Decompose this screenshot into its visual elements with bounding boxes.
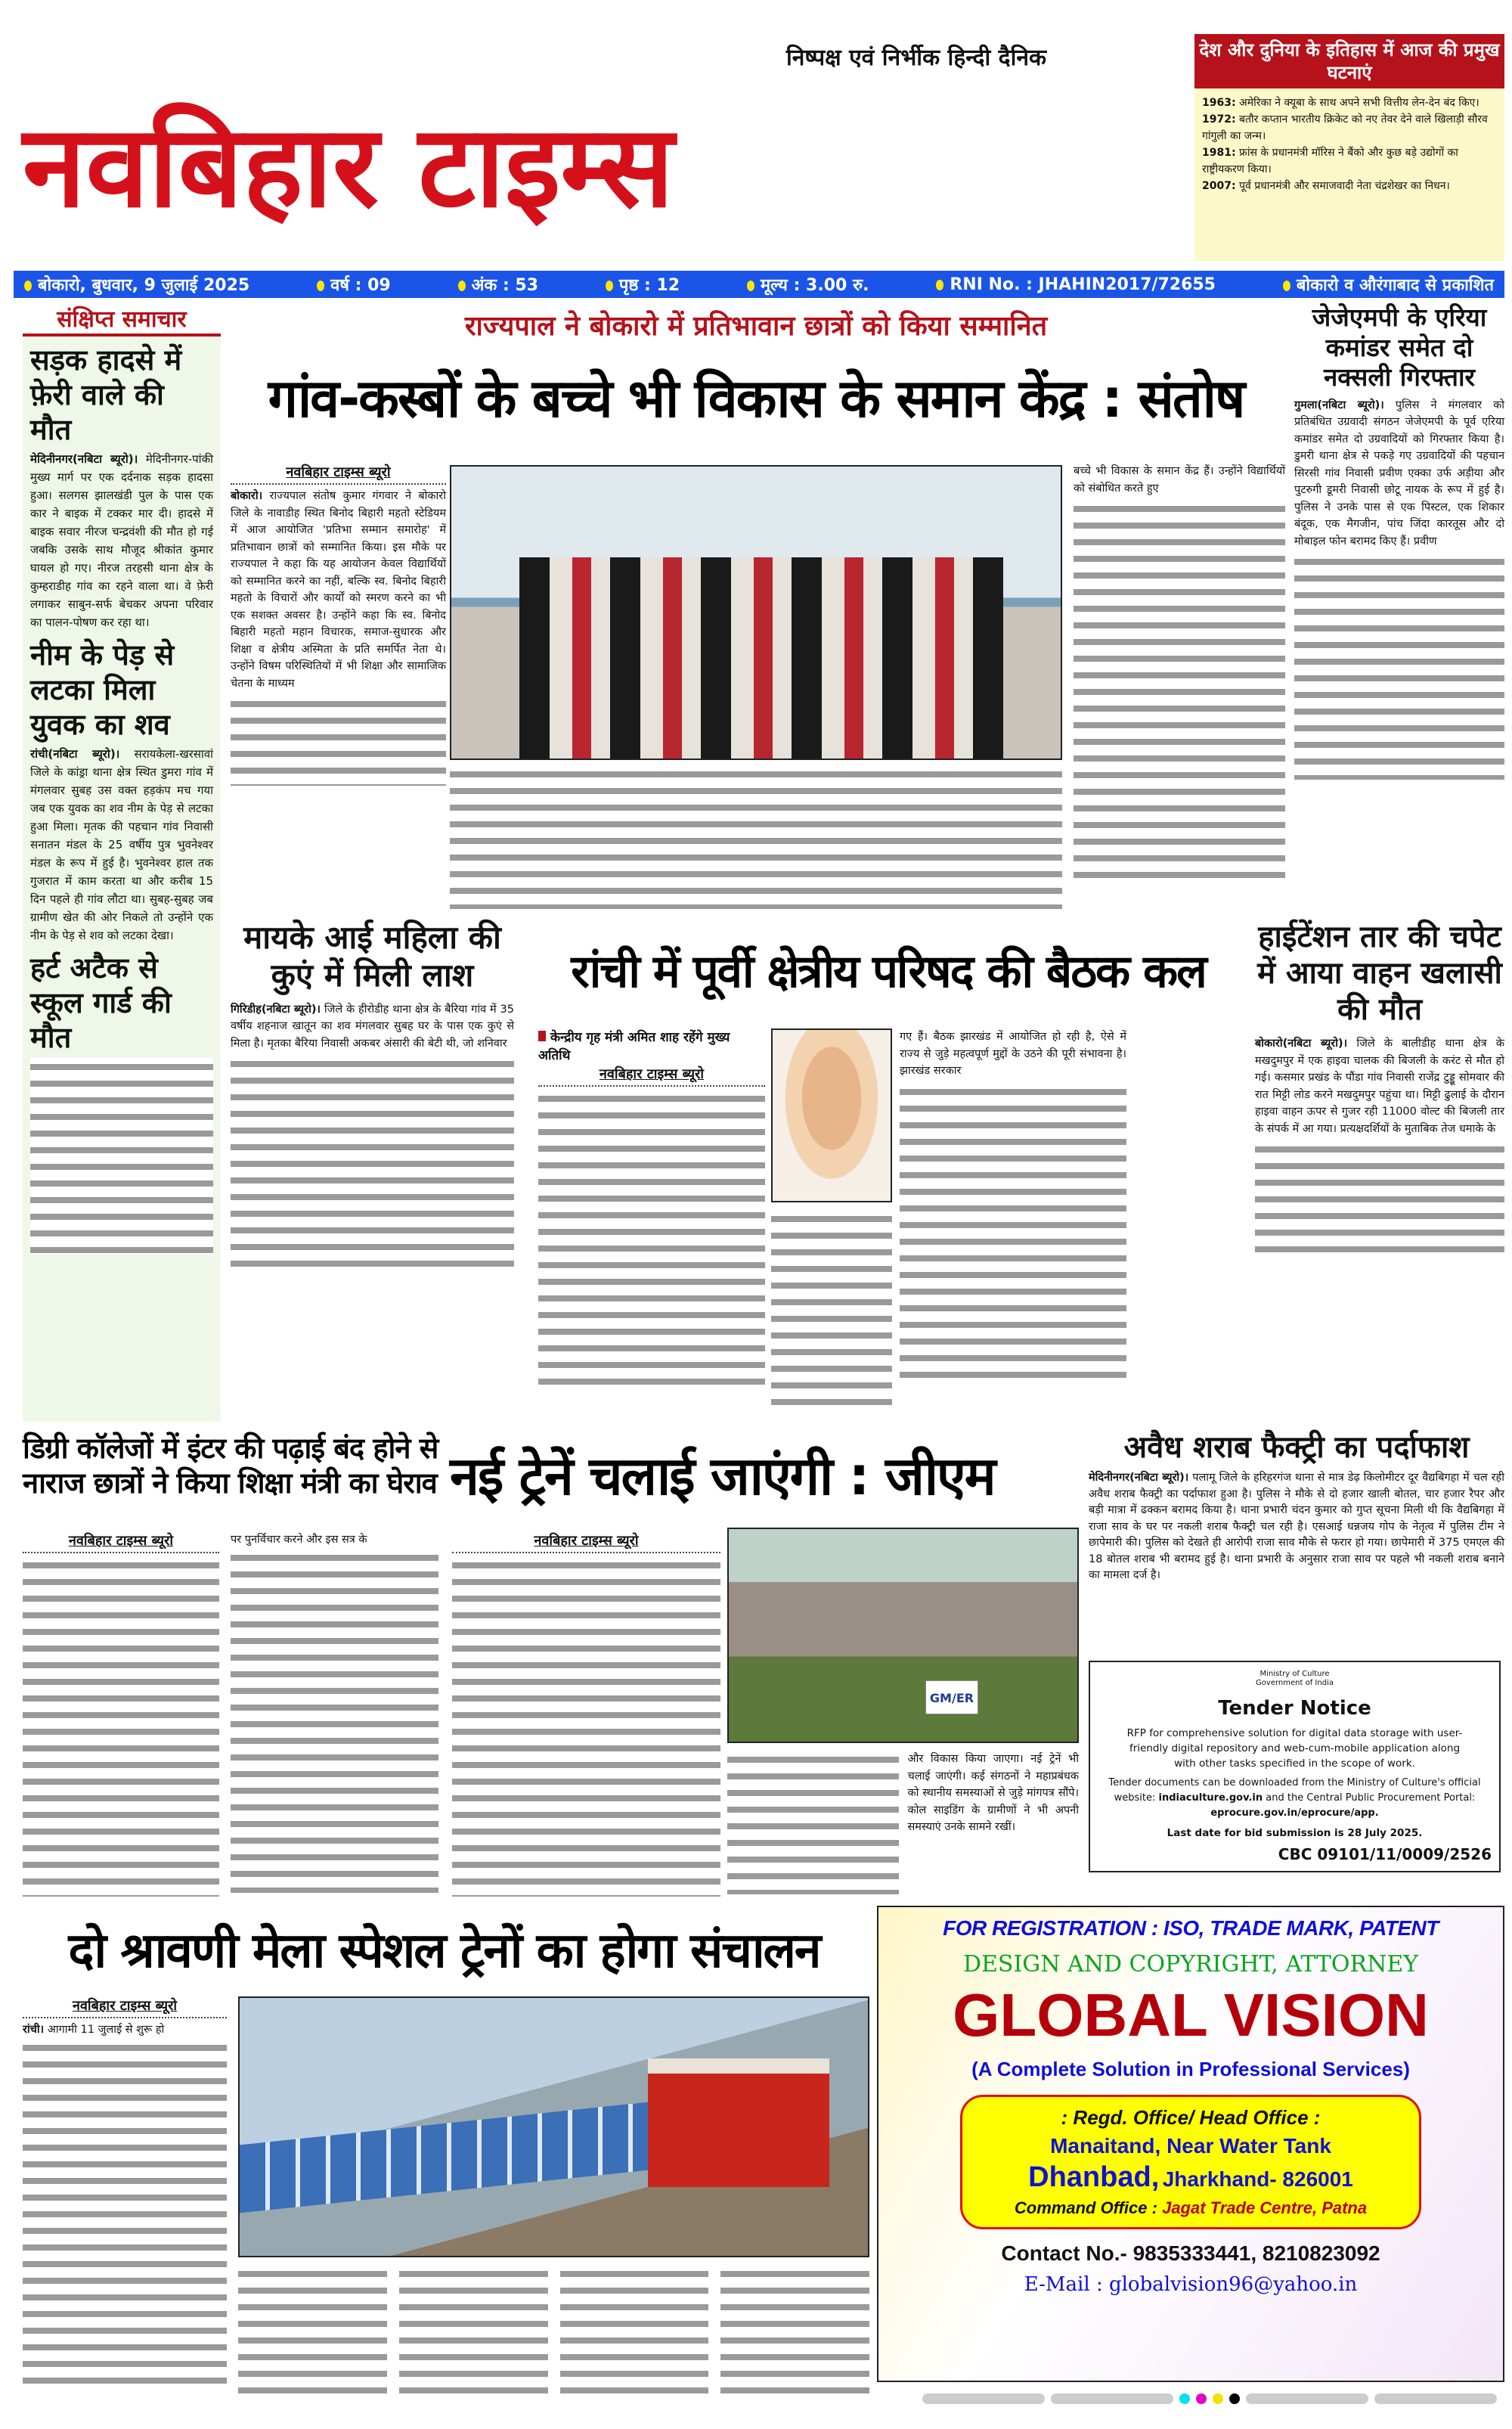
ministry-emblem: Ministry of Culture Government of India [1256, 1670, 1334, 1687]
tender-code: CBC 09101/11/0009/2526 [1278, 1845, 1492, 1863]
council-body: गए हैं। बैठक झारखंड में आयोजित हो रही है, ऐसे में राज्य से जुड़े महत्वपूर्ण मुद्दों के उठने की पूरी संभावना है। झारखंड सरकार [900, 1031, 1126, 1077]
train-photo [238, 1996, 869, 2257]
tender-title: Tender Notice [1218, 1697, 1371, 1720]
hightension-headline: हाईटेंशन तार की चपेट में आया वाहन खलासी की मौत [1257, 920, 1502, 1027]
lead-headline: गांव-कस्बों के बच्चे भी विकास के समान केंद्र : संतोष [268, 368, 1244, 430]
college-body: पर पुनर्विचार करने और इस सत्र के [231, 1534, 367, 1546]
body-text-column [771, 1210, 892, 1414]
train-engine [648, 2058, 829, 2187]
liquor-body: मेदिनीनगर(नबिटा ब्यूरो)। पलामू जिले के हरिहरगंज थाना से मात्र डेढ़ किलोमीटर दूर वैद्यबिगहा में चल रही अवैध शराब फैक्ट्री का पर्दाफाश हुआ है। पुलिस ने मौके से दो हजार खाली बोतल, चार हजार रैपर और बड़ी मात्रा में ढक्कन बरामद किया है। थाना प्रभारी चंदन कुमार को गुप्त सूचना मिली थी कि वैद्यबिगहा में राजा साव के घर पर नकली शराब फैक्ट्री चल रही है। एसआई धन्नजय गोप के नेतृत्व में पुलिस टीम ने छापेमारी की। पुलिस को देखते ही आरोपी राजा साव मौके से फरार हो गया। छापेमारी में 375 एमएल की 18 बोतल शराब भी बरामद हुई है। थाना प्रभारी के अनुसार राजा साव पर पहले भी नकली शराब बनाने का मामला दर्ज है। [1089, 1472, 1504, 1581]
shravani-col1 [23, 1996, 227, 2394]
byline: नवबिहार टाइम्स ब्यूरो [23, 1531, 219, 1553]
photo-people [519, 557, 1003, 760]
site-link[interactable]: indiaculture.gov.in [1158, 1792, 1263, 1804]
body-text-column [399, 2265, 548, 2401]
history-item: 1972: बतौर कप्तान भारतीय क्रिकेट को नए तेवर देने वाले खिलाड़ी सौरव गांगुली का जन्म। [1202, 113, 1488, 142]
info-bar [14, 271, 1504, 298]
lead-story-col1 [231, 463, 446, 786]
ad-address: Manaitand, Near Water Tank [1050, 2134, 1331, 2158]
body-text-column [560, 2265, 709, 2401]
price: मूल्य : 3.00 रु. [760, 276, 869, 295]
body-text-column [23, 1556, 219, 1897]
gm-sign: GM/ER [925, 1680, 978, 1714]
council-headline: रांची में पूर्वी क्षेत्रीय परिषद की बैठक कल [571, 945, 1206, 998]
global-vision-ad [877, 1906, 1504, 2382]
brief-body: मेदिनीनगर(नबिटा ब्यूरो)। मेदिनीनगर-पांकी मुख्य मार्ग पर एक दर्दनाक सड़क हादसा हुआ। सलगस झालखंडी पुल के पास एक कार ने बाइक में टक्कर मार दी। हादसे में बाइक सवार नीरज चन्द्रवंशी की मौत हो गई जबकि उसके साथ मौजूद श्रीकांत कुमार घायल हो गए। नीरज तरहसी थाना क्षेत्र के कुम्हराडीह गांव का रहने वाला था। वे फ़ेरी लगाकर साबुन-सर्फ बेचकर अपना परिवार का पालन-पोषण कर रहा था। [30, 452, 213, 629]
council-story-col3 [900, 1028, 1126, 1385]
byline: नवबिहार टाइम्स ब्यूरो [23, 1996, 227, 2018]
ad-line2: DESIGN AND COPYRIGHT, ATTORNEY [962, 1951, 1419, 1978]
history-item: 1981: फ्रांस के प्रधानमंत्री मॉरिस ने बैंको और कुछ बड़े उद्योगों का राष्ट्रीयकरण किया। [1202, 147, 1458, 175]
liquor-story [1089, 1429, 1504, 1584]
ad-tagline: (A Complete Solution in Professional Services) [971, 2058, 1410, 2080]
brief-news-column [23, 302, 221, 1422]
tagline: निष्पक्ष एवं निर्भीक हिन्दी दैनिक [786, 45, 1047, 71]
newspaper-logo: नवबिहार टाइम्स [23, 100, 674, 233]
tender-deadline: Last date for bid submission is 28 July 2025. [1167, 1827, 1423, 1839]
hightension-story [1255, 919, 1504, 1261]
naxal-story [1294, 302, 1504, 780]
ad-contact: Contact No.- 9835333441, 8210823092 [1001, 2241, 1380, 2265]
ad-brand: GLOBAL VISION [953, 1981, 1429, 2049]
history-list [1194, 88, 1504, 200]
liquor-headline: अवैध शराब फैक्ट्री का पर्दाफाश [1123, 1430, 1470, 1465]
trains-col1 [452, 1531, 720, 1897]
print-registration-marks [922, 2393, 1497, 2404]
naxal-body: गुमला(नबिटा ब्यूरो)। पुलिस ने मंगलवार को प्रतिबंधित उग्रवादी संगठन जेजेएमपी के पूर्व एरिया कमांडर समेत दो उग्रवादियों को गिरफ्तार किया है। डुमरी थाना क्षेत्र से पकड़े गए उग्रवादियों की पहचान सिरसी गांव निवासी प्रवीण एक्का उर्फ अड़ीया और पुटरुगी डूमरी निवासी छोटू नायक के रूप में हुई है। पुलिस ने उनके पास से एक पिस्टल, एक शिकार बंदूक, एक मैगजीन, पांच जिंदा कारतूस और दो मोबाइल फोन बरामद किए हैं। प्रवीण [1294, 399, 1504, 548]
rni: RNI No. : JHAHIN2017/72655 [950, 275, 1216, 294]
amit-shah-photo [771, 1028, 892, 1202]
brief-headline: हर्ट अटैक से स्कूल गार्ड की मौत [30, 951, 172, 1054]
body-text-column [23, 2039, 227, 2394]
brief-body: रांची(नबिटा ब्यूरो)। सरायकेला-खरसावां जिले के कांड्रा थाना क्षेत्र स्थित डुमरा गांव में मंगलवार सुबह उस वक्त हड़कंप मच गया जब एक युवक का शव नीम के पेड़ से लटका हुआ मिला। मृतक की पहचान गांव निवासी सनातन मंडल के 25 वर्षीय पुत्र भुवनेश्वर मंडल के रूप में हुई है। भुवनेश्वर हाल तक गुजरात में काम करता था और करीब 15 दिन पहले ही गांव लौटा था। सुबह-सुबह जब ग्रामीण खेत की ओर निकले तो उन्होंने एक नीम के पेड़ से शव को लटका देखा। [30, 747, 213, 942]
brief-title: संक्षिप्त समाचार [23, 302, 221, 337]
well-headline: मायके आई महिला की कुएं में मिली लाश [243, 919, 501, 994]
body-text-column [1255, 1140, 1504, 1261]
council-story [538, 1028, 765, 1392]
tender-download: Tender documents can be downloaded from the Ministry of Culture's official website: indiaculture.gov.in and the Central Public Procurement Portal: eprocure.gov.in/eprocure/app. [1108, 1777, 1481, 1819]
brief-headline: सड़क हादसे में फ़ेरी वाले की मौत [30, 343, 182, 446]
byline: नवबिहार टाइम्स ब्यूरो [452, 1531, 720, 1553]
body-text-column [727, 1751, 899, 1894]
history-item: 2007: पूर्व प्रधानमंत्री और समाजवादी नेता चंद्रशेखर का निधन। [1202, 180, 1450, 192]
history-box [1194, 34, 1504, 261]
ad-line1: FOR REGISTRATION : ISO, TRADE MARK, PATENT [943, 1916, 1439, 1940]
place-date: बोकारो, बुधवार, 9 जुलाई 2025 [38, 276, 250, 295]
ad-address-box [960, 2095, 1421, 2229]
published: बोकारो व औरंगाबाद से प्रकाशित [1296, 276, 1494, 295]
gm-inspection-photo [727, 1528, 1079, 1743]
tender-notice [1089, 1661, 1501, 1872]
body-text-column [238, 2265, 387, 2401]
pages: पृष्ठ : 12 [618, 276, 680, 295]
trains-body: और विकास किया जाएगा। नई ट्रेनें भी चलाई जाएंगी। कई संगठनों ने महाप्रबंधक को स्थानीय समस्याओं से जुड़े मांगपत्र सौंपे। कोल साइडिंग के ग्रामीणों ने भी अपनी समस्याएं उनके सामने रखीं। [907, 1753, 1079, 1833]
train-coaches [240, 2101, 663, 2213]
body-text-column [1294, 553, 1504, 780]
tender-body: RFP for comprehensive solution for digital data storage with user-friendly digital repository and web-cum-mobile application along with other tasks specified in the scope of work. [1126, 1727, 1463, 1770]
history-heading: देश और दुनिया के इतिहास में आज की प्रमुख घटनाएं [1194, 34, 1504, 88]
college-col2 [231, 1531, 438, 1893]
body-text-column [452, 1556, 720, 1897]
lead-body-continued: बच्चे भी विकास के समान केंद्र हैं। उन्होंने विद्यार्थियों को संबोधित करते हुए [1074, 465, 1285, 495]
body-text-column [1074, 500, 1285, 878]
shravani-body: रांची। आगामी 11 जुलाई से शुरू हो [23, 2024, 165, 2036]
shravani-headline: दो श्रावणी मेला स्पेशल ट्रेनों का होगा संचालन [68, 1923, 820, 1979]
lead-body: बोकारो। राज्यपाल संतोष कुमार गंगवार ने बोकारो जिले के नावाडीह स्थित बिनोद बिहारी महतो स्टेडियम में आज आयोजित 'प्रतिभा सम्मान समारोह' में प्रतिभावान छात्रों को सम्मानित किया। इस मौके पर राज्यपाल ने कहा कि यह आयोजन केवल विद्यार्थियों को सम्मानित करने का नहीं, बल्कि स्व. बिनोद बिहारी महतो के विचारों और कार्यों को स्मरण करने का भी एक सशक्त अवसर है। उन्होंने कहा कि स्व. बिनोद बिहारी महतो महान विचारक, समाज-सुधारक और शिक्षा व क्षेत्रीय अस्मिता के प्रति समर्पित नेता थे। उन्होंने विषम परिस्थितियों में भी शिक्षा और सामाजिक चेतना के माध्यम [231, 490, 446, 690]
body-text-column [538, 1090, 765, 1392]
lead-story-col-right [1074, 463, 1285, 878]
shravani-lower-cols [238, 2265, 869, 2401]
hightension-body: बोकारो(नबिटा ब्यूरो)। जिले के बालीडीह थाना क्षेत्र के मखदुमपुर में एक हाइवा चालक की बिजली के करंट से मौत हो गई। कसमार प्रखंड के पौंडा गांव निवासी राजेंद्र टुड्डू सोमवार की रात मिट्टी लोड करने मखदुमपुर पहुंचा था। मिट्टी ढुलाई के दौरान हाइवा वाहन ऊपर से गुजर रही 11000 वोल्ट की बिजली तार के संपर्क में आ गया। प्रत्यक्षदर्शियों के मुताबिक तेज धमाके के [1255, 1038, 1504, 1135]
history-item: 1963: अमेरिका ने क्यूबा के साथ अपने सभी वित्तीय लेन-देन बंद किए। [1202, 97, 1479, 109]
well-story [231, 919, 514, 1267]
ad-command-office: Command Office : Jagat Trade Centre, Patna [1014, 2198, 1368, 2217]
trains-headline: नई ट्रेनें चलाई जाएंगी : जीएम [450, 1445, 995, 1507]
byline: नवबिहार टाइम्स ब्यूरो [538, 1065, 765, 1087]
lead-kicker: राज्यपाल ने बोकारो में प्रतिभावान छात्रों को किया सम्मानित [464, 311, 1048, 342]
well-body: गिरिडीह(नबिटा ब्यूरो)। जिले के हीरोडीह थाना क्षेत्र के बैरिया गांव में 35 वर्षीय शहनाज खातून का शव मंगलवार सुबह घर के पास एक कुएं से मिला है। मृतका बैरिया निवासी अकबर अंसारी की बेटी थी, जो शनिवार [231, 1003, 514, 1050]
byline: नवबिहार टाइम्स ब्यूरो [231, 463, 446, 485]
body-text-column [231, 1549, 438, 1893]
naxal-headline: जेजेएमपी के एरिया कमांडर समेत दो नक्सली गिरफ्तार [1312, 302, 1487, 392]
year: वर्ष : 09 [330, 276, 391, 295]
body-text-column [450, 765, 1062, 909]
ad-email: E-Mail : globalvision96@yahoo.in [1024, 2273, 1358, 2296]
site-link[interactable]: eprocure.gov.in/eprocure/app. [1210, 1807, 1379, 1819]
body-text-column [231, 1055, 514, 1267]
body-text-column [30, 1058, 213, 1255]
lead-photo [450, 465, 1062, 760]
body-text-column [720, 2265, 869, 2401]
trains-below-photo [727, 1751, 1079, 1894]
body-text-column [231, 695, 446, 786]
college-headline: डिग्री कॉलेजों में इंटर की पढ़ाई बंद होने से नाराज छात्रों ने किया शिक्षा मंत्री का घेराव [23, 1432, 438, 1500]
brief-headline: नीम के पेड़ से लटका मिला युवक का शव [30, 638, 175, 741]
ad-city: Dhanbad, Jharkhand- 826001 [1028, 2161, 1353, 2193]
issue: अंक : 53 [471, 276, 539, 295]
body-text-column [900, 1083, 1126, 1385]
college-col1 [23, 1531, 219, 1897]
council-subhead: केन्द्रीय गृह मंत्री अमित शाह रहेंगे मुख्य अतिथि [538, 1030, 730, 1063]
ad-office-label: : Regd. Office/ Head Office : [1061, 2106, 1321, 2129]
